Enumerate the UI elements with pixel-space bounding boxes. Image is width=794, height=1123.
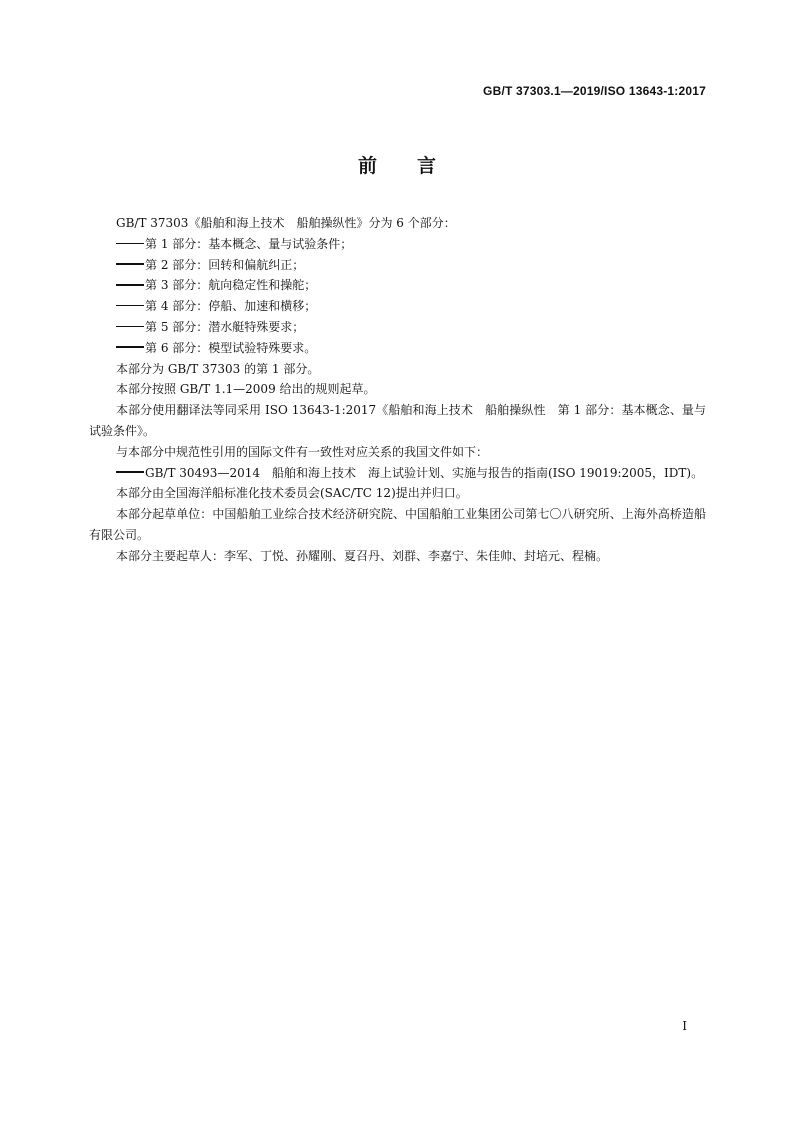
- em-dash-marker: [116, 284, 144, 286]
- em-dash-marker: [116, 346, 144, 348]
- list-item-text: 第 6 部分：模型试验特殊要求。: [145, 340, 317, 355]
- list-item-part-1: [89, 234, 706, 255]
- list-item-text: GB/T 30493—2014 船舶和海上技术 海上试验计划、实施与报告的指南(ISO 19019:2005，IDT)。: [145, 465, 704, 480]
- list-item-part-4: [89, 296, 706, 317]
- standard-code: GB/T 37303.1—2019/ISO 13643-1:2017: [483, 84, 706, 98]
- page-title: 前言: [357, 155, 476, 177]
- em-dash-marker: [116, 326, 144, 328]
- list-item-text: 第 5 部分：潜水艇特殊要求；: [145, 319, 305, 334]
- em-dash-marker: [116, 243, 144, 245]
- list-item-part-6: [89, 338, 706, 359]
- paragraph-drafters: 本部分主要起草人：李军、丁悦、孙耀刚、夏召丹、刘群、李嘉宁、朱佳帅、封培元、程楠。: [116, 548, 609, 563]
- list-item-text: 第 3 部分：航向稳定性和操舵；: [145, 278, 317, 293]
- list-item-reference: [89, 463, 706, 484]
- paragraph-proposer: 本部分由全国海洋船标准化技术委员会(SAC/TC 12)提出并归口。: [116, 486, 468, 501]
- paragraph-drafting-rules: 本部分按照 GB/T 1.1—2009 给出的规则起草。: [116, 382, 376, 397]
- list-item-text: 第 2 部分：回转和偏航纠正；: [145, 257, 305, 272]
- paragraph-adoption: 本部分使用翻译法等同采用 ISO 13643-1:2017《船舶和海上技术 船舶操纵性 第 1 部分：基本概念、量与试验条件》。: [89, 403, 706, 438]
- em-dash-marker: [116, 471, 144, 473]
- list-item-part-3: [89, 275, 706, 296]
- paragraph-drafting-units: 本部分起草单位：中国船舶工业综合技术经济研究院、中国船舶工业集团公司第七〇八研究所、上海外高桥造船有限公司。: [89, 507, 706, 542]
- em-dash-marker: [116, 305, 144, 307]
- list-item-part-2: [89, 255, 706, 276]
- page-number: I: [682, 1019, 687, 1033]
- list-item-part-5: [89, 317, 706, 338]
- paragraph-part-statement: 本部分为 GB/T 37303 的第 1 部分。: [116, 361, 320, 376]
- paragraph-structure-intro: GB/T 37303《船舶和海上技术 船舶操纵性》分为 6 个部分：: [116, 216, 456, 230]
- paragraph-references-intro: 与本部分中规范性引用的国际文件有一致性对应关系的我国文件如下：: [116, 444, 489, 459]
- em-dash-marker: [116, 263, 144, 265]
- list-item-text: 第 1 部分：基本概念、量与试验条件；: [145, 236, 353, 251]
- list-item-text: 第 4 部分：停船、加速和横移；: [145, 299, 317, 314]
- foreword-body: [89, 213, 706, 567]
